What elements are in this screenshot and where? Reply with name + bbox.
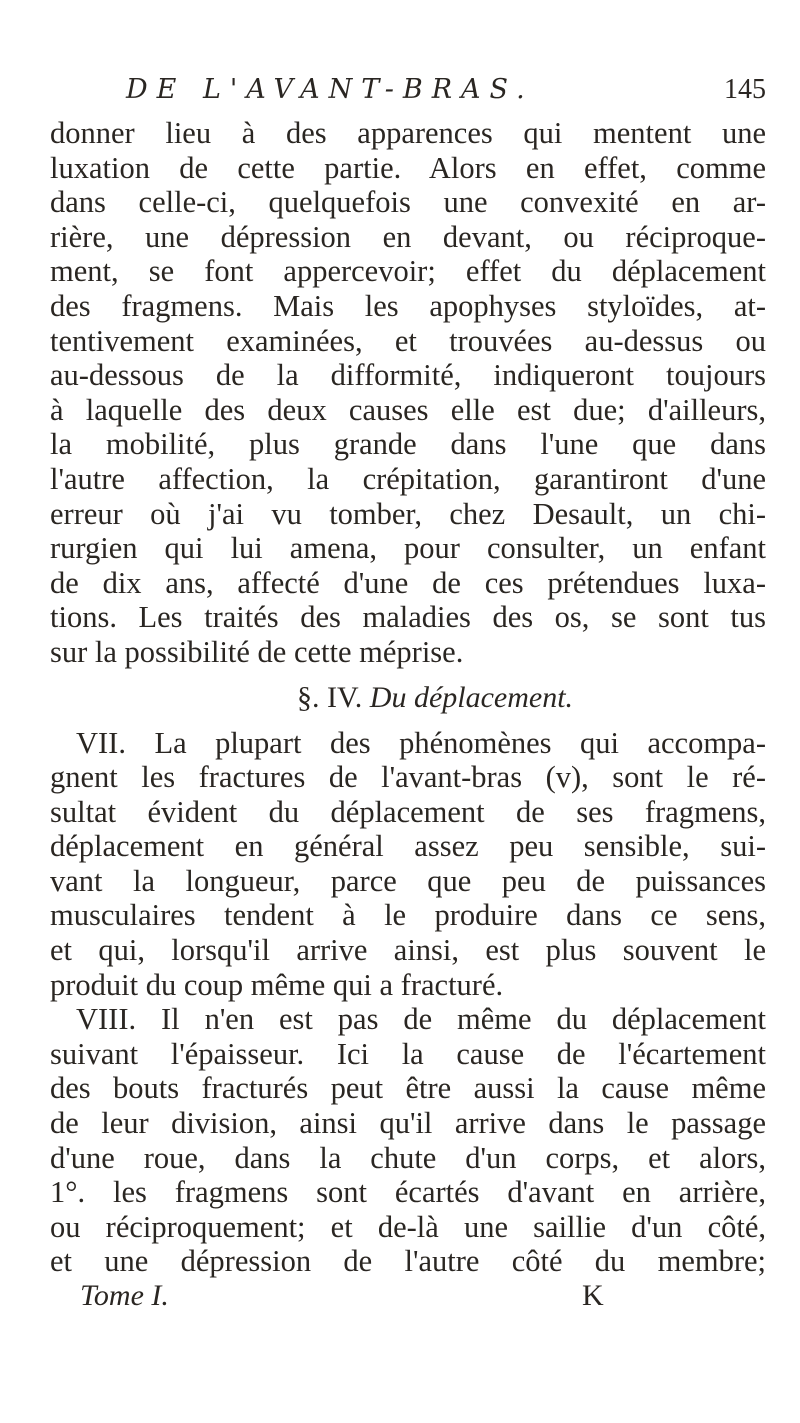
text-line: 1°. les fragmens sont écartés d'avant en arrière, — [50, 1175, 766, 1210]
text-line: ment, se font appercevoir; effet du déplacement — [50, 254, 766, 289]
text-line: tions. Les traités des maladies des os, se sont tus — [50, 600, 766, 635]
text-line: déplacement en général assez peu sensible, sui- — [50, 829, 766, 864]
text-line: gnent les fractures de l'avant-bras (v), sont le ré- — [50, 760, 766, 795]
text-line: l'autre affection, la crépitation, garantiront d'une — [50, 461, 766, 496]
text-line: VIII. Il n'en est pas de même du déplacement — [76, 1002, 766, 1037]
text-line: VII. La plupart des phénomènes qui accompa- — [76, 725, 766, 760]
text-line: dans celle-ci, quelquefois une convexité en ar- — [50, 185, 766, 220]
text-line: au-dessous de la difformité, indiqueront toujours — [50, 358, 766, 393]
text-line: musculaires tendent à le produire dans ce sens, — [50, 898, 766, 933]
section-title: Du déplacement. — [369, 680, 574, 714]
text-line: à laquelle des deux causes elle est due; d'ailleurs, — [50, 392, 766, 427]
paragraph-viii — [50, 1002, 766, 1279]
text-line: et une dépression de l'autre côté du membre; — [50, 1244, 766, 1279]
paragraph-vii — [50, 726, 766, 1003]
text-line: rière, une dépression en devant, ou réciproque- — [50, 219, 766, 254]
text-line: sur la possibilité de cette méprise. — [50, 634, 464, 669]
section-heading — [50, 676, 766, 724]
text-line: produit du coup même qui a fracturé. — [50, 967, 504, 1002]
book-page — [50, 64, 766, 1315]
page-number: 145 — [724, 74, 766, 105]
paragraph-continuation — [50, 116, 766, 670]
body-text — [50, 116, 766, 1279]
text-line: erreur où j'ai vu tomber, chez Desault, un chi- — [50, 496, 766, 531]
text-line: des bouts fracturés peut être aussi la cause même — [50, 1071, 766, 1106]
text-line: tentivement examinées, et trouvées au-dessus ou — [50, 323, 766, 358]
text-line: donner lieu à des apparences qui mentent une — [50, 116, 766, 150]
text-line: sultat évident du déplacement de ses fragmens, — [50, 794, 766, 829]
text-line: rurgien qui lui amena, pour consulter, un enfant — [50, 531, 766, 566]
text-line: et qui, lorsqu'il arrive ainsi, est plus souvent le — [50, 933, 766, 968]
text-line: ou réciproquement; et de-là une saillie d'un côté, — [50, 1209, 766, 1244]
running-title: DE L'AVANT-BRAS. — [126, 74, 534, 105]
text-line: de leur division, ainsi qu'il arrive dans le passage — [50, 1106, 766, 1141]
signature-mark: K — [582, 1279, 604, 1312]
text-line: d'une roue, dans la chute d'un corps, et alors, — [50, 1140, 766, 1175]
text-line: des fragmens. Mais les apophyses styloïdes, at- — [50, 288, 766, 323]
text-line: luxation de cette partie. Alors en effet, comme — [50, 150, 766, 185]
section-number: §. IV. — [297, 680, 363, 714]
page-footer — [50, 1279, 766, 1315]
volume-label: Tome I. — [80, 1279, 169, 1312]
text-line: vant la longueur, parce que peu de puissances — [50, 863, 766, 898]
running-head — [50, 64, 766, 116]
text-line: de dix ans, affecté d'une de ces prétendues luxa- — [50, 565, 766, 600]
text-line: suivant l'épaisseur. Ici la cause de l'écartement — [50, 1036, 766, 1071]
text-line: la mobilité, plus grande dans l'une que dans — [50, 427, 766, 462]
